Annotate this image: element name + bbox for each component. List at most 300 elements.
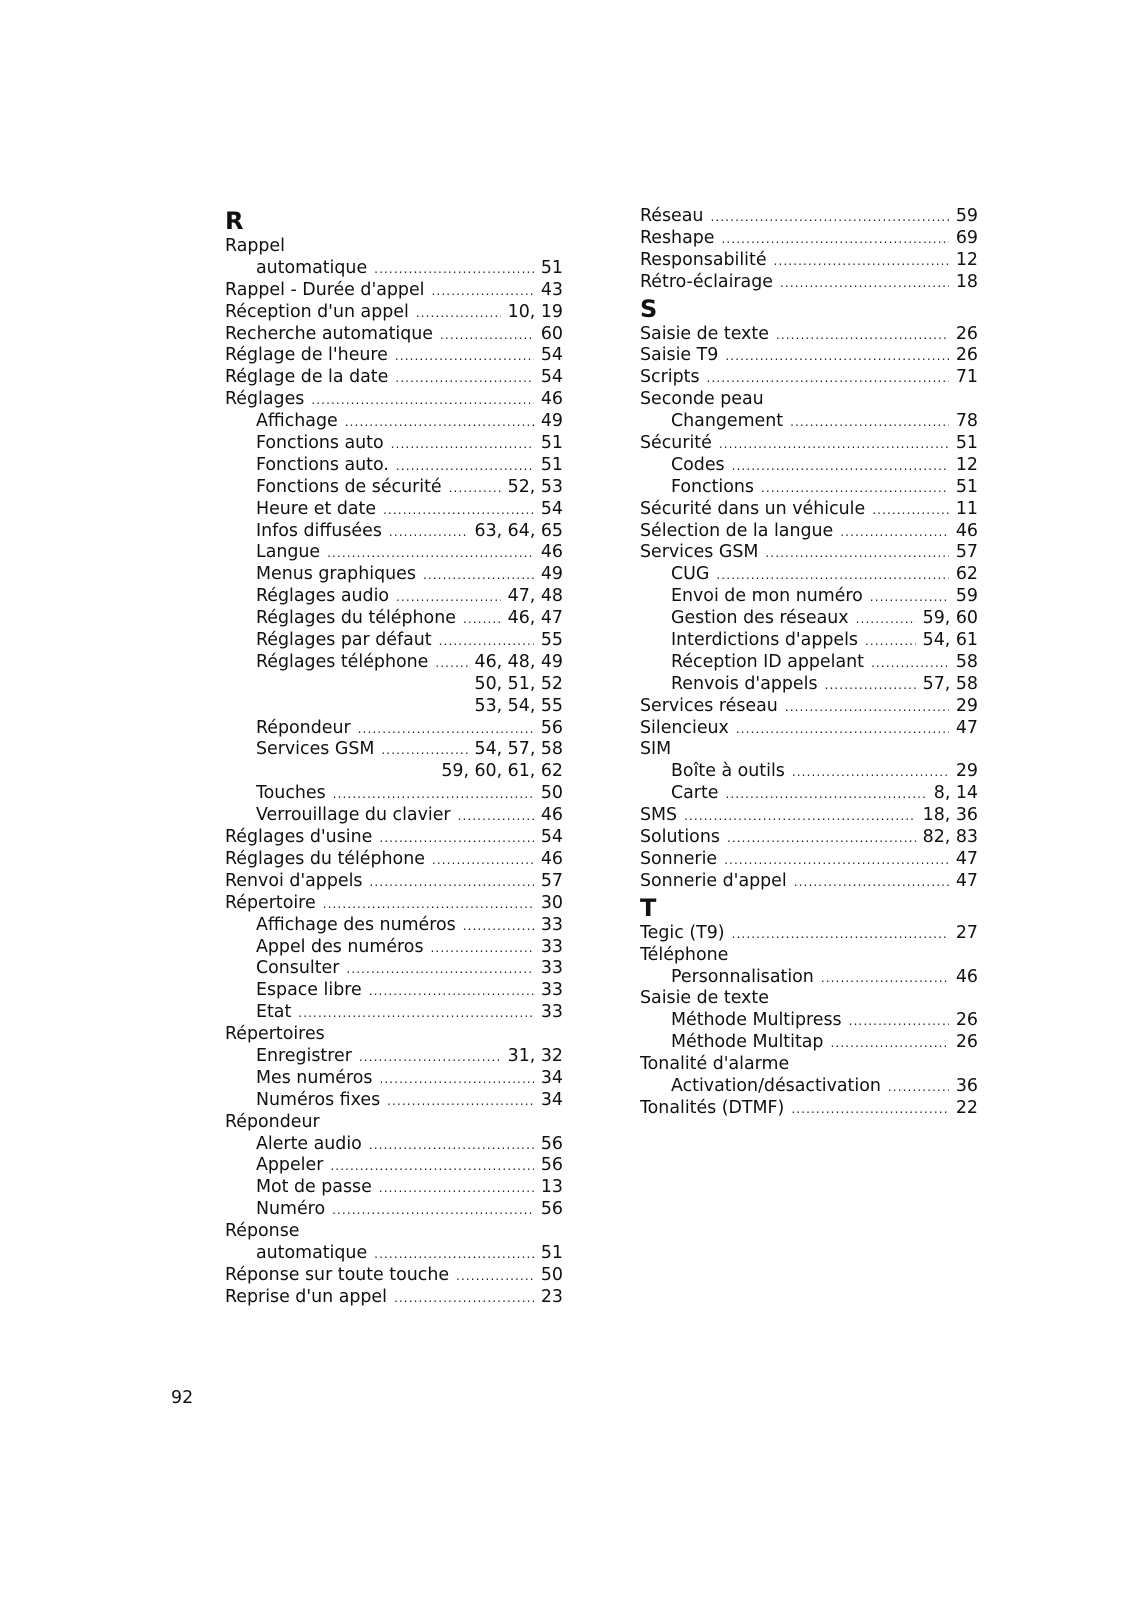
index-subentry [225,1002,563,1024]
entry-label: Interdictions d'appels [671,630,858,651]
index-heading: Saisie de texte [640,988,769,1009]
entry-label: Réglages téléphone [256,651,429,672]
entry-pages: 13 [540,1177,563,1198]
entry-pages: 29 [955,761,978,782]
dot-leader [719,434,949,456]
entry-pages: 46 [540,389,563,410]
entry-label: Réception ID appelant [671,651,864,672]
entry-pages: 34 [540,1067,563,1088]
index-entry [225,1287,563,1309]
entry-pages: 57 [955,542,978,563]
entry-label: automatique [256,1242,368,1263]
entry-pages: 46 [540,848,563,869]
dot-leader [870,587,949,609]
entry-pages: 49 [540,564,563,585]
dot-leader [395,346,534,368]
entry-pages: 31, 32 [507,1045,563,1066]
dot-leader [785,697,949,719]
index-entry [225,389,563,411]
entry-pages: 29 [955,695,978,716]
section-letter: R [225,207,244,235]
index-entry [640,718,978,740]
index-entry [640,827,978,849]
index-heading: Téléphone [640,944,729,965]
dot-leader [721,229,948,251]
index-subentry [640,411,978,433]
dot-leader [379,1069,533,1091]
entry-label: Rétro-éclairage [640,271,773,292]
entry-pages: 82, 83 [922,827,978,848]
entry-label: Alerte audio [256,1133,362,1154]
entry-pages: 54, 57, 58 [474,739,563,760]
dot-leader [358,719,534,741]
entry-pages: 69 [955,227,978,248]
entry-label: Méthode Multitap [671,1032,824,1053]
dot-leader [396,587,501,609]
entry-label: Sécurité dans un véhicule [640,498,866,519]
index-subentry [225,411,563,433]
index-entry [225,849,563,871]
dot-leader [830,1033,948,1055]
dot-leader [458,806,534,828]
entry-label: Appel des numéros [256,936,424,957]
index-subentry [225,783,563,805]
entry-pages: 51 [955,433,978,454]
entry-pages: 56 [540,717,563,738]
index-subentry [225,586,563,608]
entry-label: Réception d'un appel [225,301,409,322]
index-subentry [225,1046,563,1068]
index-heading: SIM [640,739,672,760]
entry-pages: 26 [955,323,978,344]
dot-leader [396,456,534,478]
dot-leader [439,631,534,653]
dot-leader [821,968,949,990]
entry-label: Scripts [640,367,700,388]
index-subentry [640,564,978,586]
dot-leader [369,1135,534,1157]
entry-label: Réseau [640,206,704,226]
index-entry [225,871,563,893]
index-subentry [640,455,978,477]
dot-leader [330,1156,534,1178]
entry-pages: 46, 47 [507,608,563,629]
entry-pages: 62 [955,564,978,585]
index-entry [640,805,978,827]
entry-label: Réglages [225,389,305,410]
index-subentry [640,783,978,805]
entry-label: Rappel - Durée d'appel [225,279,425,300]
entry-pages: 11 [955,498,978,519]
entry-pages: 59 [955,206,978,226]
entry-pages: 23 [540,1286,563,1307]
entry-pages: 54 [540,367,563,388]
entry-pages: 51 [540,433,563,454]
dot-leader [374,259,534,281]
entry-pages: 55 [540,630,563,651]
entry-label: Activation/désactivation [671,1075,881,1096]
index-subentry [640,1032,978,1054]
entry-pages: 36 [955,1075,978,1096]
entry-pages: 26 [955,1010,978,1031]
entry-label: Codes [671,454,725,475]
index-subentry [225,1090,563,1112]
entry-pages: 56 [540,1155,563,1176]
dot-leader [346,959,533,981]
entry-pages: 56 [540,1133,563,1154]
index-subentry [225,915,563,937]
entry-pages: 50 [540,783,563,804]
entry-label: Services réseau [640,695,778,716]
entry-label: Répondeur [256,717,351,738]
dot-leader [865,631,916,653]
dot-leader [794,872,949,894]
entry-pages: 54 [540,827,563,848]
entry-pages: 12 [955,249,978,270]
entry-label: Silencieux [640,717,729,738]
index-page-continuation [225,761,563,783]
dot-leader [369,872,533,894]
entry-label: Répertoire [225,892,316,913]
index-heading: Répertoires [225,1024,325,1045]
dot-leader [379,1178,534,1200]
entry-pages: 43 [540,279,563,300]
dot-leader [374,1244,534,1266]
entry-label: Numéros fixes [256,1089,381,1110]
entry-pages: 30 [540,892,563,913]
index-entry [640,272,978,294]
entry-label: Espace libre [256,980,362,1001]
dot-leader [849,1011,949,1033]
index-subentry [640,477,978,499]
index-subentry [225,433,563,455]
entry-pages: 49 [540,411,563,432]
dot-leader [449,478,501,500]
index-subentry [225,1243,563,1265]
entry-label: Méthode Multipress [671,1010,842,1031]
entry-pages: 47 [955,848,978,869]
entry-pages: 59, 60 [922,608,978,629]
index-heading: Répondeur [225,1111,320,1132]
entry-label: Services GSM [640,542,759,563]
dot-leader [311,390,534,412]
index-subentry [225,499,563,521]
entry-pages: 53, 54, 55 [474,695,563,716]
dot-leader [872,500,949,522]
entry-label: Infos diffusées [256,520,382,541]
entry-label: Changement [671,411,784,432]
entry-label: Sonnerie d'appel [640,870,787,891]
dot-leader [463,609,501,631]
entry-label: Fonctions [671,476,754,497]
dot-leader [432,850,534,872]
entry-pages: 54 [540,498,563,519]
index-entry [640,499,978,521]
entry-label: Responsabilité [640,249,767,270]
entry-label: Réponse sur toute touche [225,1264,450,1285]
entry-label: Mes numéros [256,1067,373,1088]
index-subentry [225,718,563,740]
entry-label: Affichage des numéros [256,914,456,935]
entry-pages: 10, 19 [507,301,563,322]
entry-label: Sélection de la langue [640,520,834,541]
dot-leader [387,1091,534,1113]
dot-leader [389,522,468,544]
index-subentry [225,521,563,543]
index-heading: Seconde peau [640,389,764,410]
dot-leader [725,784,926,806]
entry-pages: 56 [540,1199,563,1220]
entry-pages: 58 [955,651,978,672]
entry-pages: 51 [540,454,563,475]
dot-leader [369,981,534,1003]
entry-label: Tegic (T9) [640,922,725,943]
entry-pages: 18, 36 [922,805,978,826]
entry-pages: 12 [955,454,978,475]
entry-label: Réglages audio [256,586,390,607]
section-letter: T [640,893,657,922]
index-subentry [640,1010,978,1032]
index-entry [225,827,563,849]
index-entry [225,324,563,346]
dot-leader [431,938,534,960]
entry-label: Affichage [256,411,338,432]
index-entry [640,521,978,543]
dot-leader [776,325,949,347]
dot-leader [871,653,949,675]
dot-leader [707,368,949,390]
entry-pages: 54 [540,345,563,366]
dot-leader [780,273,949,295]
entry-label: Sonnerie [640,848,718,869]
dot-leader [840,522,949,544]
entry-pages: 51 [540,257,563,278]
entry-pages: 26 [955,1032,978,1053]
entry-label: Réglage de la date [225,367,389,388]
dot-leader [725,346,949,368]
dot-leader [440,325,534,347]
dot-leader [727,828,916,850]
entry-pages: 33 [540,914,563,935]
entry-label: Sécurité [640,433,712,454]
dot-leader [765,543,948,565]
index-subentry [225,608,563,630]
index-entry [640,923,978,945]
dot-leader [333,784,534,806]
entry-pages: 47 [955,717,978,738]
entry-label: Réglages du téléphone [225,848,425,869]
entry-pages: 34 [540,1089,563,1110]
entry-pages: 57, 58 [922,673,978,694]
index-subentry [640,761,978,783]
index-column-left [225,206,563,1309]
dot-leader [724,850,949,872]
entry-pages: 59, 60, 61, 62 [441,761,563,782]
dot-leader [761,478,949,500]
index-entry [640,324,978,346]
dot-leader [710,207,948,229]
index-subentry [225,805,563,827]
entry-label: Enregistrer [256,1045,352,1066]
entry-label: Verrouillage du clavier [256,805,451,826]
entry-pages: 71 [955,367,978,388]
entry-label: Réglages d'usine [225,827,373,848]
entry-pages: 46 [955,520,978,541]
index-subentry [640,1076,978,1098]
entry-pages: 46 [955,966,978,987]
dot-leader [463,916,534,938]
index-subentry [640,608,978,630]
entry-pages: 22 [955,1097,978,1118]
entry-pages: 54, 61 [922,630,978,651]
entry-label: Réglage de l'heure [225,345,388,366]
entry-pages: 27 [955,922,978,943]
dot-leader [888,1077,949,1099]
index-entry [225,302,563,324]
index-entry [640,206,978,228]
entry-label: Personnalisation [671,966,814,987]
entry-pages: 78 [955,411,978,432]
entry-pages: 50 [540,1264,563,1285]
dot-leader [432,281,534,303]
entry-label: Fonctions de sécurité [256,476,442,497]
entry-label: Langue [256,542,321,563]
entry-label: Solutions [640,827,720,848]
index-subentry [640,674,978,696]
index-subentry [225,455,563,477]
entry-label: Heure et date [256,498,377,519]
dot-leader [792,762,949,784]
entry-label: Etat [256,1002,292,1023]
dot-leader [379,828,534,850]
entry-pages: 60 [540,323,563,344]
index-entry [225,345,563,367]
entry-label: Gestion des réseaux [671,608,849,629]
entry-pages: 33 [540,958,563,979]
entry-label: Boîte à outils [671,761,785,782]
index-page-continuation [225,674,563,696]
dot-leader [732,924,949,946]
dot-leader [383,500,534,522]
entry-label: Appeler [256,1155,324,1176]
index-subentry [225,477,563,499]
index-page-continuation [225,696,563,718]
entry-pages: 33 [540,980,563,1001]
index-subentry [225,630,563,652]
dot-leader [381,740,467,762]
entry-label: Fonctions auto [256,433,384,454]
index-subentry [225,739,563,761]
dot-leader [856,609,916,631]
index-subentry [225,542,563,564]
dot-leader [332,1200,534,1222]
index-column-right [640,206,978,1120]
dot-leader [323,894,534,916]
entry-pages: 47 [955,870,978,891]
entry-label: Reshape [640,227,715,248]
index-subentry [225,258,563,280]
index-subentry [640,652,978,674]
entry-label: Services GSM [256,739,375,760]
entry-label: Renvoi d'appels [225,870,363,891]
entry-pages: 18 [955,271,978,292]
entry-pages: 57 [540,870,563,891]
entry-label: Saisie de texte [640,323,769,344]
entry-label: Reprise d'un appel [225,1286,387,1307]
index-entry [640,542,978,564]
entry-pages: 47, 48 [507,586,563,607]
entry-label: Tonalités (DTMF) [640,1097,785,1118]
entry-pages: 59 [955,586,978,607]
entry-pages: 50, 51, 52 [474,673,563,694]
dot-leader [684,806,916,828]
entry-pages: 51 [955,476,978,497]
index-subentry [225,958,563,980]
index-entry [225,280,563,302]
index-subentry [225,980,563,1002]
index-subentry [225,1199,563,1221]
entry-label: SMS [640,805,678,826]
index-entry [640,871,978,893]
dot-leader [395,368,534,390]
entry-label: Réglages du téléphone [256,608,456,629]
dot-leader [435,653,467,675]
entry-label: Réglages par défaut [256,630,432,651]
index-subentry [225,1155,563,1177]
index-subentry [225,652,563,674]
index-entry [640,849,978,871]
index-entry [640,696,978,718]
dot-leader [345,412,534,434]
index-entry [640,250,978,272]
entry-label: Fonctions auto. [256,454,389,475]
index-entry [640,367,978,389]
index-entry [225,367,563,389]
dot-leader [791,1099,949,1121]
entry-label: Envoi de mon numéro [671,586,863,607]
entry-pages: 52, 53 [507,476,563,497]
dot-leader [359,1047,501,1069]
entry-pages: 8, 14 [933,783,978,804]
index-entry [640,345,978,367]
dot-leader [790,412,949,434]
index-subentry [225,1177,563,1199]
entry-label: Numéro [256,1199,326,1220]
dot-leader [774,251,949,273]
entry-pages: 33 [540,936,563,957]
entry-pages: 46 [540,805,563,826]
dot-leader [298,1003,534,1025]
index-heading: Rappel [225,236,285,256]
index-entry [640,1098,978,1120]
page-number: 92 [171,1388,194,1408]
dot-leader [716,565,949,587]
entry-pages: 63, 64, 65 [474,520,563,541]
entry-label: Renvois d'appels [671,673,818,694]
index-subentry [640,586,978,608]
entry-label: Saisie T9 [640,345,719,366]
index-subentry [225,1134,563,1156]
index-subentry [225,937,563,959]
index-entry [640,433,978,455]
index-subentry [640,630,978,652]
entry-label: Consulter [256,958,340,979]
entry-label: automatique [256,257,368,278]
entry-pages: 46, 48, 49 [474,651,563,672]
entry-label: Recherche automatique [225,323,434,344]
entry-pages: 33 [540,1002,563,1023]
index-subentry [640,967,978,989]
